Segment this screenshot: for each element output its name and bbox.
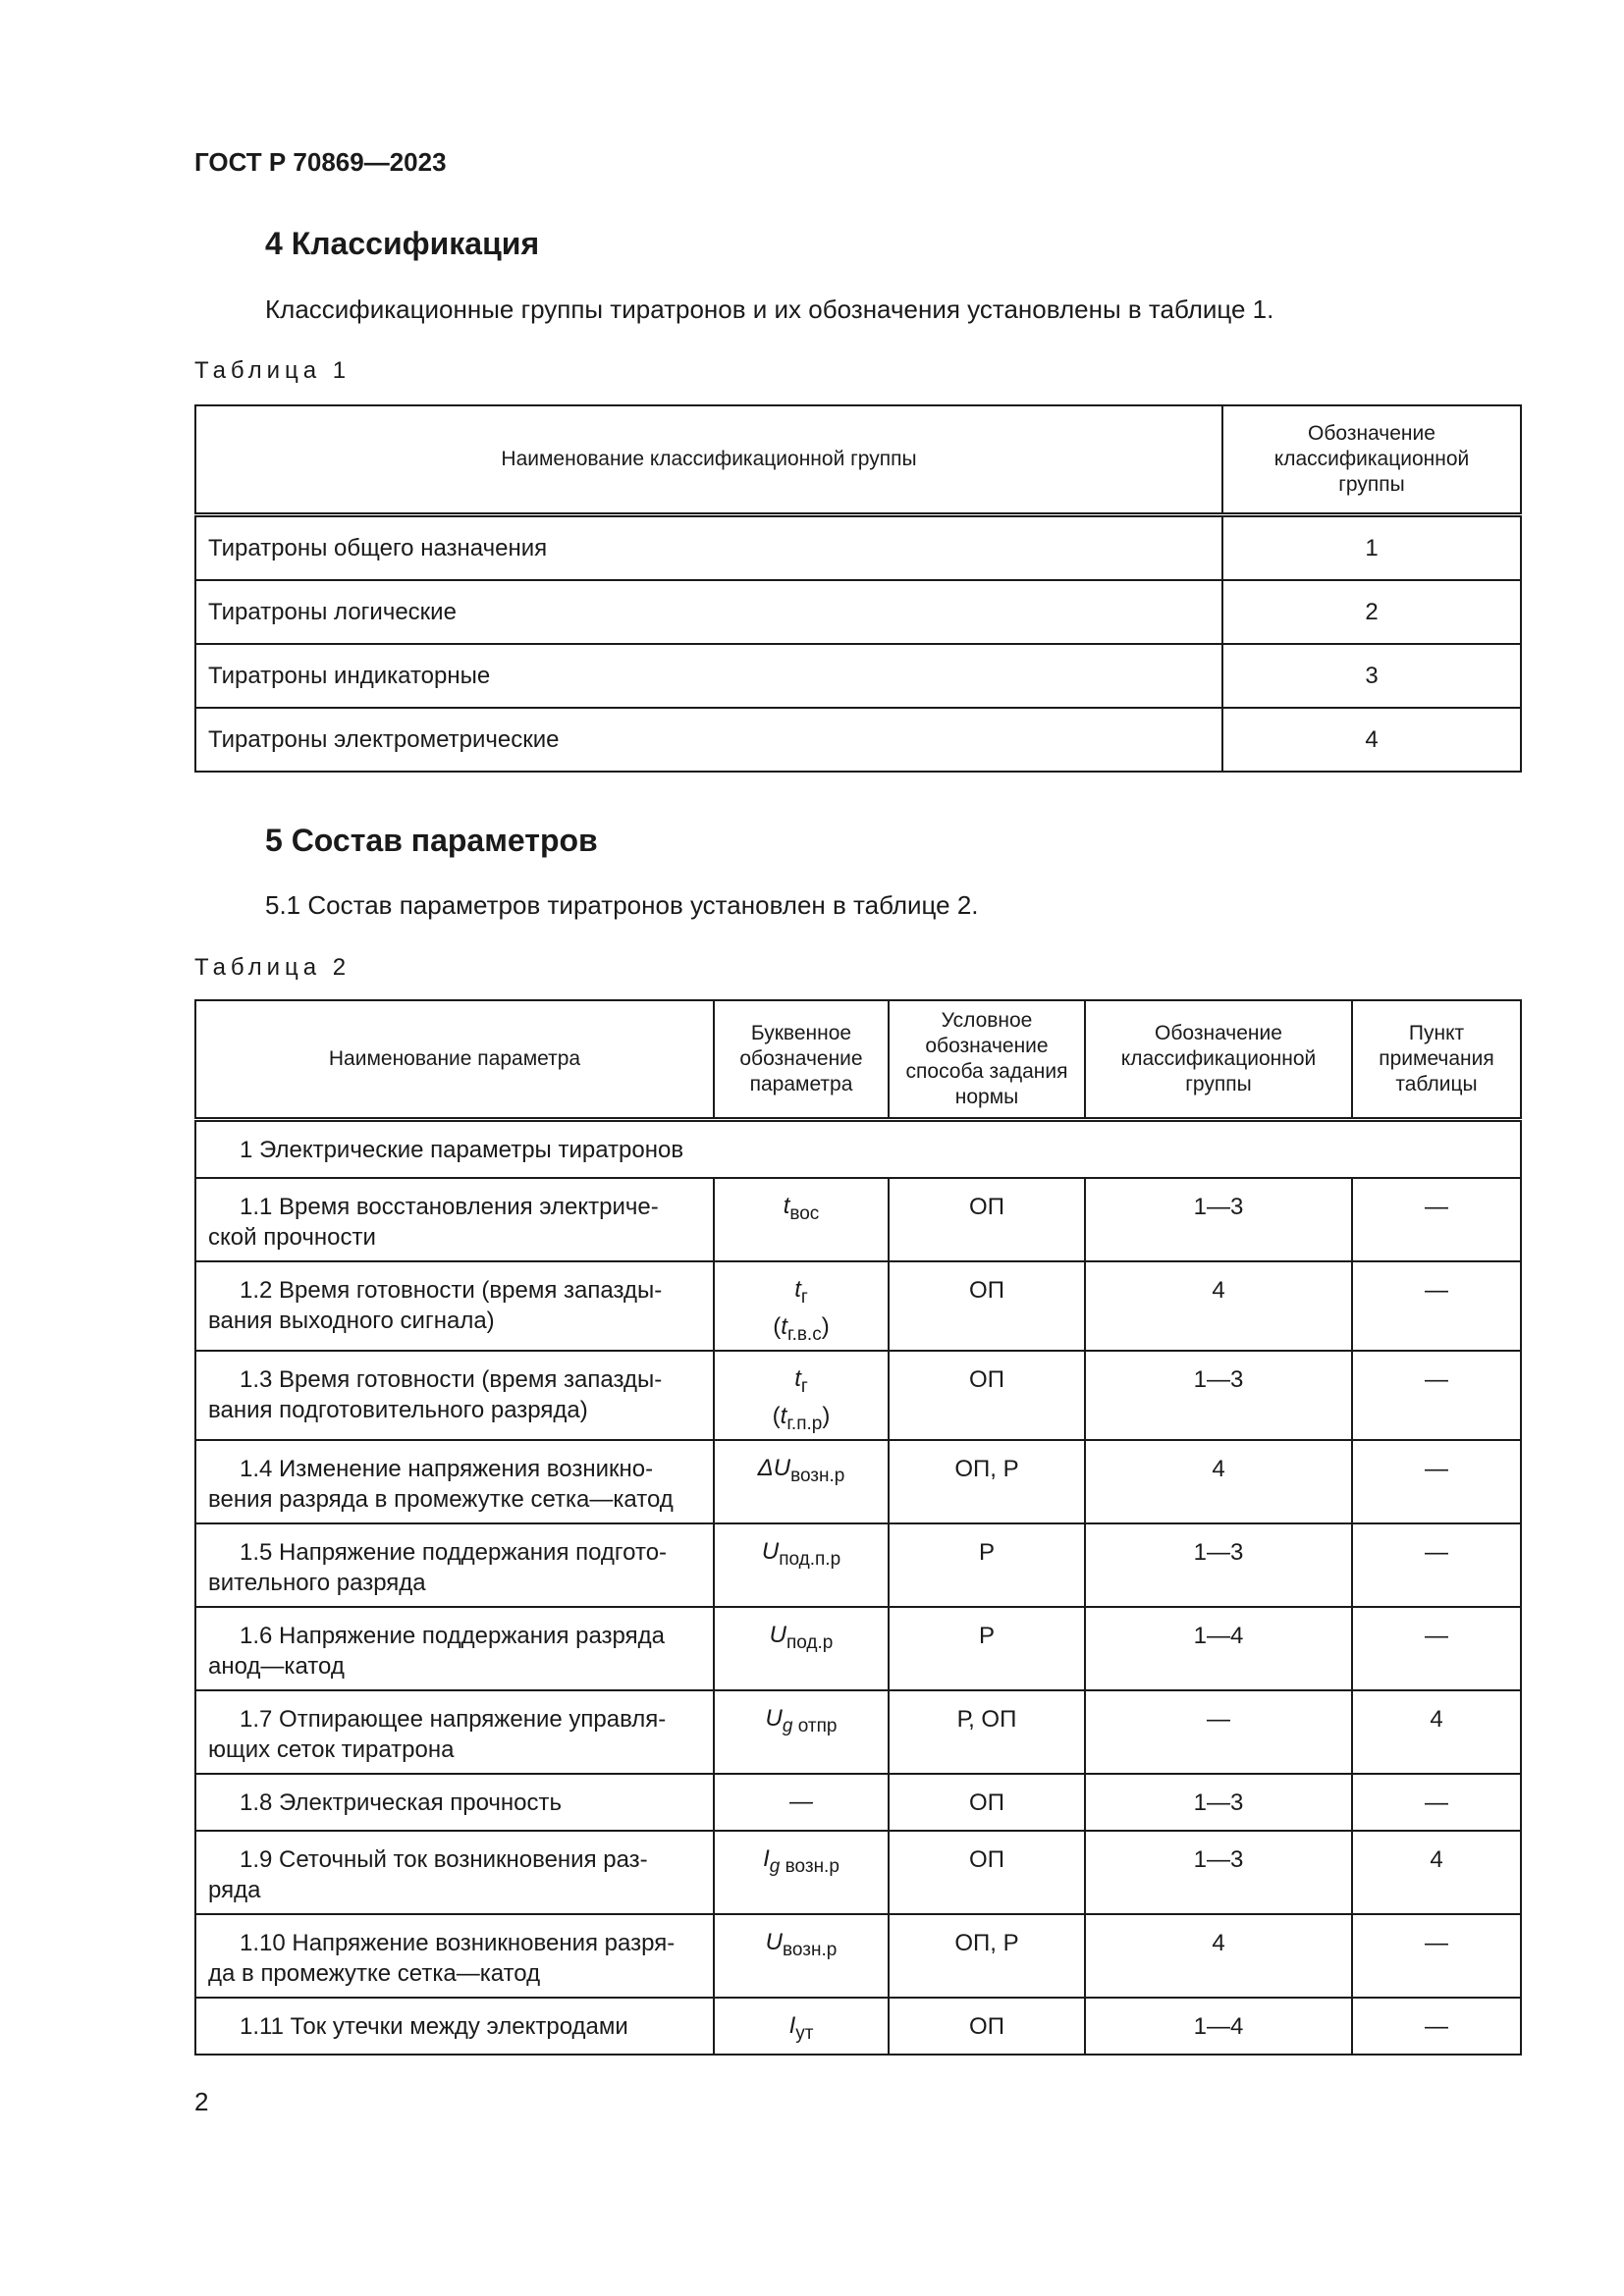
section-5-paragraph: 5.1 Состав параметров тиратронов установлен в таблице 2. bbox=[265, 890, 979, 920]
param-symbol-subscript: возн.р bbox=[790, 1466, 845, 1486]
param-name-cell bbox=[195, 1914, 714, 1998]
table-row bbox=[195, 515, 1521, 581]
section-row-label: 1 Электрические параметры тиратронов bbox=[195, 1120, 1521, 1179]
col-header-group: Обозначение классификационной группы bbox=[1085, 1000, 1352, 1120]
param-symbol-subscript: под.р bbox=[785, 1632, 834, 1653]
param-symbol-cell bbox=[714, 1607, 889, 1690]
param-name-cell bbox=[195, 1998, 714, 2055]
param-symbol-cell bbox=[714, 1998, 889, 2055]
section-4-heading: 4 Классификация bbox=[265, 226, 540, 261]
col-header-group-name: Наименование классификационной группы bbox=[195, 405, 1222, 515]
param-symbol-alt: t bbox=[781, 1313, 787, 1340]
table-row bbox=[195, 1440, 1521, 1523]
group-cell: 4 bbox=[1085, 1440, 1352, 1523]
method-cell: ОП bbox=[889, 1998, 1085, 2055]
group-name-cell: Тиратроны индикаторные bbox=[195, 644, 1222, 708]
group-cell: 1—3 bbox=[1085, 1774, 1352, 1831]
group-cell: 1—3 bbox=[1085, 1178, 1352, 1261]
param-name-cell bbox=[195, 1178, 714, 1261]
note-cell: — bbox=[1352, 1178, 1521, 1261]
param-symbol: I bbox=[763, 1845, 770, 1872]
param-symbol-cell bbox=[714, 1440, 889, 1523]
param-symbol-cell: $t_г$ $(t_{г.п.р})$ bbox=[714, 1351, 889, 1440]
col-header-note: Пункт примечания таблицы bbox=[1352, 1000, 1521, 1120]
table-row bbox=[195, 1607, 1521, 1690]
param-symbol: t bbox=[783, 1193, 790, 1219]
group-cell: — bbox=[1085, 1690, 1352, 1774]
method-cell: ОП, Р bbox=[889, 1440, 1085, 1523]
note-cell: — bbox=[1352, 1523, 1521, 1607]
param-symbol-subscript: g возн.р bbox=[769, 1856, 839, 1877]
note-cell: — bbox=[1352, 1774, 1521, 1831]
param-symbol-subscript: g отпр bbox=[782, 1716, 838, 1736]
param-symbol-subscript: г bbox=[800, 1376, 808, 1397]
method-cell: Р bbox=[889, 1523, 1085, 1607]
param-symbol: U bbox=[765, 1705, 783, 1732]
param-name-line1: 1.8 Электрическая прочность bbox=[240, 1789, 563, 1816]
note-cell: 4 bbox=[1352, 1831, 1521, 1914]
method-cell: ОП bbox=[889, 1774, 1085, 1831]
param-name-cell bbox=[195, 1690, 714, 1774]
note-cell: 4 bbox=[1352, 1690, 1521, 1774]
param-symbol-alt-subscript: г.в.с bbox=[786, 1324, 822, 1345]
group-cell: 1—3 bbox=[1085, 1523, 1352, 1607]
table-row bbox=[195, 1690, 1521, 1774]
param-symbol-cell bbox=[714, 1831, 889, 1914]
parameters-table bbox=[194, 999, 1522, 2056]
param-name-line2: вания выходного сигнала) bbox=[208, 1308, 495, 1334]
group-cell: 1—3 bbox=[1085, 1351, 1352, 1440]
group-cell: 1—3 bbox=[1085, 1831, 1352, 1914]
param-name-cell bbox=[195, 1351, 714, 1440]
param-name-cell bbox=[195, 1523, 714, 1607]
group-name-cell: Тиратроны электрометрические bbox=[195, 708, 1222, 772]
param-symbol: t bbox=[794, 1276, 801, 1303]
table-1-caption: Таблица 1 bbox=[194, 357, 352, 384]
group-name-cell: Тиратроны логические bbox=[195, 580, 1222, 644]
param-name-line1: 1.11 Ток утечки между электродами bbox=[240, 2013, 628, 2040]
param-symbol-subscript: вос bbox=[789, 1203, 820, 1224]
param-symbol: ΔU bbox=[757, 1455, 791, 1481]
param-symbol-cell bbox=[714, 1178, 889, 1261]
group-code-cell: 4 bbox=[1222, 708, 1521, 772]
param-symbol-subscript: г bbox=[800, 1287, 808, 1308]
param-symbol-cell: $t_г$ $(t_{г.в.с})$ bbox=[714, 1261, 889, 1351]
param-name-line1: 1.3 Время готовности (время запазды- bbox=[240, 1366, 663, 1393]
param-name-cell bbox=[195, 1831, 714, 1914]
method-cell: ОП bbox=[889, 1351, 1085, 1440]
group-code-cell: 1 bbox=[1222, 515, 1521, 581]
param-name-line2: анод—катод bbox=[208, 1653, 345, 1680]
param-symbol-cell bbox=[714, 1523, 889, 1607]
method-cell: ОП, Р bbox=[889, 1914, 1085, 1998]
param-symbol-alt-subscript: г.п.р bbox=[786, 1414, 823, 1434]
note-cell: — bbox=[1352, 1914, 1521, 1998]
table-row bbox=[195, 1998, 1521, 2055]
param-symbol-cell bbox=[714, 1774, 889, 1831]
param-name-cell bbox=[195, 1774, 714, 1831]
param-name-line2: ской прочности bbox=[208, 1224, 376, 1251]
col-header-symbol: Буквенное обозначение параметра bbox=[714, 1000, 889, 1120]
page-number: 2 bbox=[194, 2087, 209, 2116]
table-row bbox=[195, 708, 1521, 772]
table-row bbox=[195, 1523, 1521, 1607]
method-cell: ОП bbox=[889, 1261, 1085, 1351]
col-header-group-code: Обозначение классификационной группы bbox=[1222, 405, 1521, 515]
param-name-line1: 1.9 Сеточный ток возникновения раз- bbox=[240, 1846, 648, 1873]
param-name-cell bbox=[195, 1440, 714, 1523]
group-name-cell: Тиратроны общего назначения bbox=[195, 515, 1222, 581]
table-row bbox=[195, 1351, 1521, 1440]
group-cell: 4 bbox=[1085, 1261, 1352, 1351]
param-name-cell bbox=[195, 1607, 714, 1690]
param-name-line1: 1.5 Напряжение поддержания подгото- bbox=[240, 1539, 668, 1566]
section-row bbox=[195, 1120, 1521, 1179]
table-2-caption: Таблица 2 bbox=[194, 954, 352, 981]
param-symbol: — bbox=[789, 1789, 813, 1815]
param-name-cell bbox=[195, 1261, 714, 1351]
group-cell: 1—4 bbox=[1085, 1607, 1352, 1690]
table-row bbox=[195, 1914, 1521, 1998]
document-code: ГОСТ Р 70869—2023 bbox=[194, 147, 447, 177]
param-symbol: U bbox=[769, 1622, 786, 1648]
param-name-line1: 1.4 Изменение напряжения возникно- bbox=[240, 1456, 654, 1482]
table-row bbox=[195, 1774, 1521, 1831]
section-4-paragraph: Классификационные группы тиратронов и их обозначения установлены в таблице 1. bbox=[265, 294, 1274, 324]
param-symbol: U bbox=[765, 1929, 784, 1955]
note-cell: — bbox=[1352, 1351, 1521, 1440]
param-name-line1: 1.1 Время восстановления электриче- bbox=[240, 1194, 659, 1220]
note-cell: — bbox=[1352, 1607, 1521, 1690]
table-row bbox=[195, 644, 1521, 708]
param-name-line2: вительного разряда bbox=[208, 1570, 426, 1596]
table-row bbox=[195, 1831, 1521, 1914]
param-symbol-alt: t bbox=[780, 1403, 787, 1429]
table-row bbox=[195, 1178, 1521, 1261]
param-name-line1: 1.6 Напряжение поддержания разряда bbox=[240, 1623, 665, 1649]
group-code-cell: 3 bbox=[1222, 644, 1521, 708]
table-row bbox=[195, 580, 1521, 644]
col-header-parameter: Наименование параметра bbox=[195, 1000, 714, 1120]
param-name-line2: ряда bbox=[208, 1877, 261, 1903]
param-symbol-subscript: ут bbox=[795, 2023, 814, 2044]
group-code-cell: 2 bbox=[1222, 580, 1521, 644]
group-cell: 4 bbox=[1085, 1914, 1352, 1998]
param-symbol-cell bbox=[714, 1914, 889, 1998]
note-cell: — bbox=[1352, 1998, 1521, 2055]
param-name-line2: да в промежутке сетка—катод bbox=[208, 1960, 541, 1987]
param-name-line2: вения разряда в промежутке сетка—катод bbox=[208, 1486, 674, 1513]
param-symbol-subscript: возн.р bbox=[783, 1940, 838, 1960]
table-row bbox=[195, 1261, 1521, 1351]
method-cell: ОП bbox=[889, 1831, 1085, 1914]
param-name-line2: вания подготовительного разряда) bbox=[208, 1397, 588, 1423]
param-symbol: t bbox=[794, 1365, 801, 1392]
classification-table bbox=[194, 404, 1522, 773]
method-cell: Р bbox=[889, 1607, 1085, 1690]
param-symbol: I bbox=[788, 2012, 796, 2039]
param-symbol: U bbox=[761, 1538, 780, 1565]
method-cell: ОП bbox=[889, 1178, 1085, 1261]
col-header-method: Условное обозначение способа задания нормы bbox=[889, 1000, 1085, 1120]
param-symbol-cell bbox=[714, 1690, 889, 1774]
param-symbol-subscript: под.п.р bbox=[779, 1549, 841, 1570]
note-cell: — bbox=[1352, 1261, 1521, 1351]
section-5-heading: 5 Состав параметров bbox=[265, 823, 598, 858]
group-cell: 1—4 bbox=[1085, 1998, 1352, 2055]
param-name-line2: ющих сеток тиратрона bbox=[208, 1736, 455, 1763]
method-cell: Р, ОП bbox=[889, 1690, 1085, 1774]
note-cell: — bbox=[1352, 1440, 1521, 1523]
param-name-line1: 1.7 Отпирающее напряжение управля- bbox=[240, 1706, 667, 1733]
param-name-line1: 1.10 Напряжение возникновения разря- bbox=[240, 1930, 676, 1956]
param-name-line1: 1.2 Время готовности (время запазды- bbox=[240, 1277, 663, 1304]
